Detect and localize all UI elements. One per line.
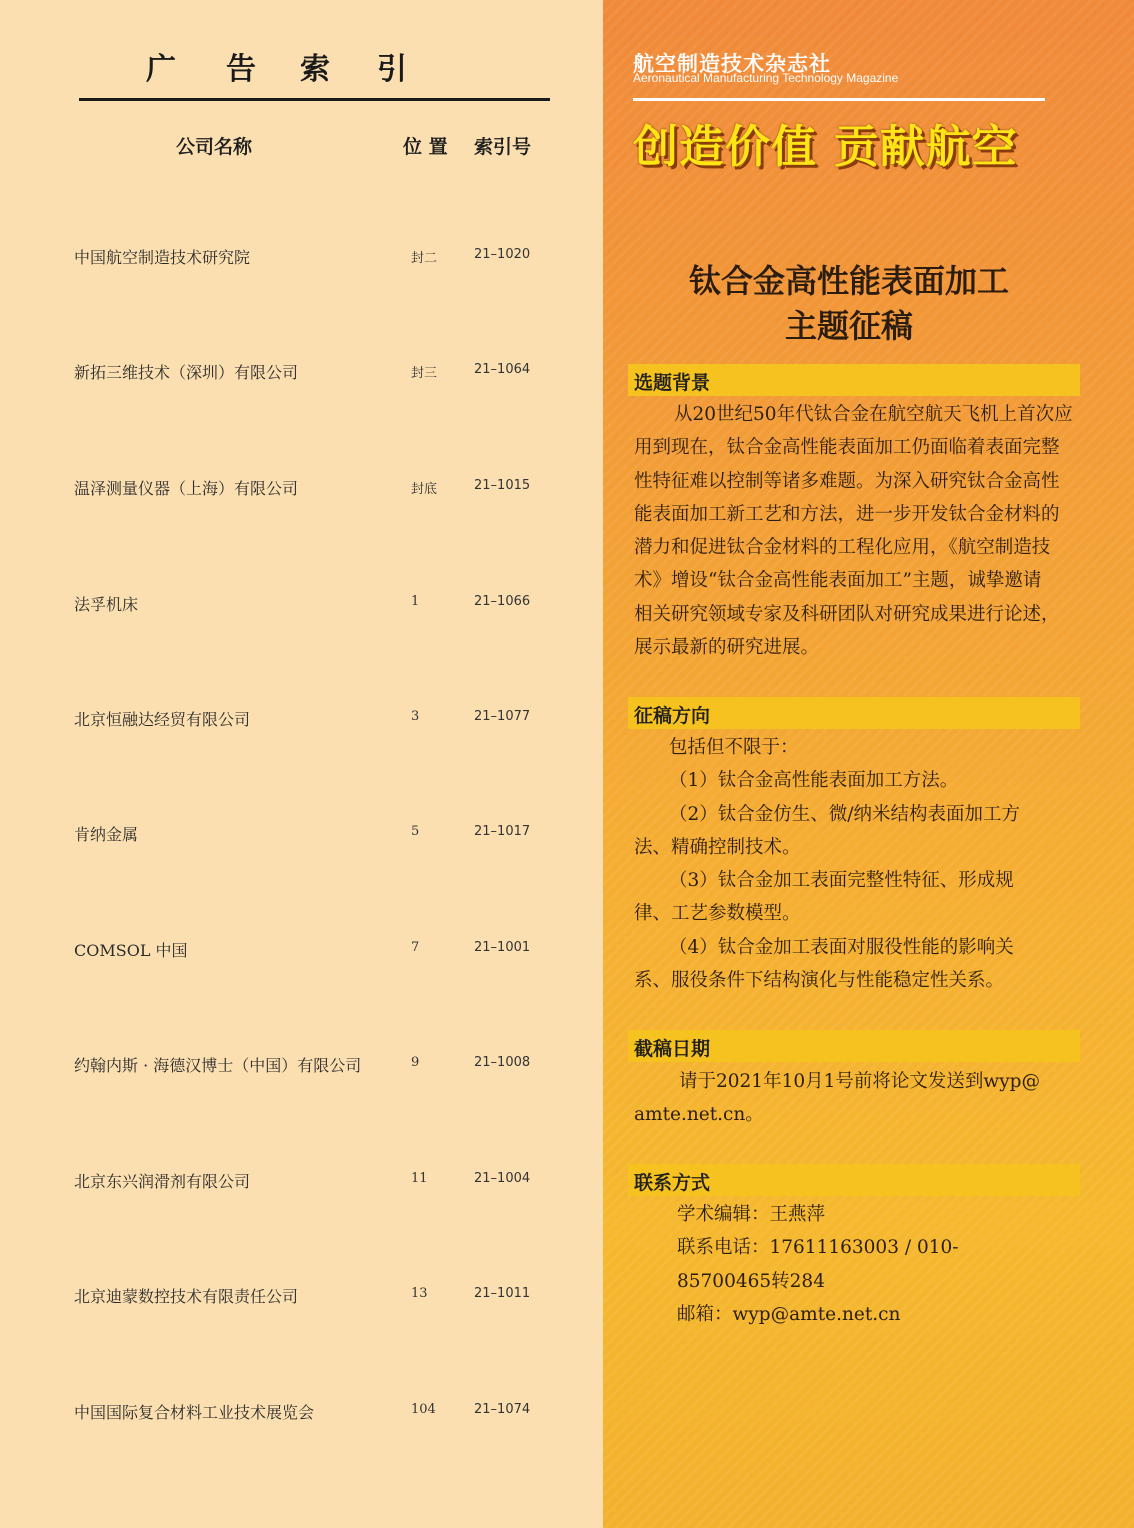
topic-title: 钛合金高性能表面加工 (688, 262, 1009, 300)
contact-paragraph (677, 1198, 959, 1331)
title-char: 索 (300, 52, 330, 87)
text-line: （2）钛合金仿生、微/纳米结构表面加工方 (669, 803, 1021, 825)
company-name: 约翰内斯 · 海德汉博士（中国）有限公司 (74, 1056, 362, 1075)
contact-phone: 联系电话：17611163003 / 010- (677, 1237, 959, 1259)
index-number: 21–1077 (474, 709, 531, 724)
text-line: 潜力和促进钛合金材料的工程化应用，《航空制造技 (634, 537, 1051, 559)
position: 9 (411, 1055, 420, 1070)
position: 13 (411, 1286, 428, 1301)
section-heading: 截稿日期 (634, 1038, 711, 1060)
table-row (0, 1400, 600, 1430)
table-row (0, 476, 600, 506)
section-heading: 征稿方向 (634, 705, 711, 727)
text-line: 相关研究领域专家及科研团队对研究成果进行论述， (634, 603, 1060, 625)
company-name: COMSOL 中国 (74, 941, 188, 960)
company-name: 北京东兴润滑剂有限公司 (74, 1172, 251, 1191)
table-row (0, 1169, 600, 1199)
text-line: 性特征难以控制等诸多难题。为深入研究钛合金高性 (634, 470, 1060, 492)
position: 1 (411, 594, 420, 609)
text-line: 从20世纪50年代钛合金在航空航天飞机上首次应 (674, 404, 1073, 425)
col-header-index: 索引号 (474, 136, 532, 158)
title-divider (79, 98, 550, 101)
text-line: （4）钛合金加工表面对服役性能的影响关 (669, 936, 1014, 958)
position: 104 (411, 1402, 436, 1417)
table-row (0, 822, 600, 852)
col-header-company: 公司名称 (176, 136, 253, 158)
header-divider (633, 98, 1045, 101)
index-number: 21–1017 (474, 824, 531, 839)
company-name: 温泽测量仪器（上海）有限公司 (74, 479, 299, 498)
section-bar-direction (628, 697, 1080, 729)
text-line: 律、工艺参数模型。 (634, 903, 801, 925)
section-bar-background (628, 364, 1080, 396)
section-heading: 选题背景 (634, 372, 711, 394)
company-name: 中国航空制造技术研究院 (74, 248, 251, 267)
position: 5 (411, 824, 420, 839)
company-name: 肯纳金属 (74, 825, 139, 844)
index-number: 21–1066 (474, 594, 531, 609)
section-bar-deadline (628, 1030, 1080, 1062)
company-name: 中国国际复合材料工业技术展览会 (74, 1403, 315, 1422)
table-row (0, 707, 600, 737)
publisher-name: 航空制造技术杂志社 (633, 52, 831, 76)
contact-phone-cont: 85700465转284 (677, 1270, 825, 1292)
index-number: 21–1011 (474, 1286, 531, 1301)
index-number: 21–1004 (474, 1171, 531, 1186)
text-line: （3）钛合金加工表面完整性特征、形成规 (669, 870, 1014, 892)
col-header-position: 位 置 (403, 136, 448, 158)
contact-email: 邮箱：wyp@amte.net.cn (677, 1303, 901, 1325)
text-line: 包括但不限于： (669, 737, 799, 758)
title-char: 引 (377, 52, 407, 87)
text-line: 系、服役条件下结构演化与性能稳定性关系。 (634, 970, 1005, 992)
position: 封底 (411, 482, 438, 497)
ad-index-title (80, 44, 550, 88)
contact-editor: 学术编辑：王燕萍 (677, 1204, 826, 1225)
direction-paragraph (634, 731, 1020, 997)
position: 11 (411, 1171, 428, 1186)
position: 3 (411, 709, 420, 724)
topic-subtitle: 主题征稿 (784, 307, 913, 345)
section-bar-contact (628, 1164, 1080, 1196)
deadline-paragraph (634, 1065, 1040, 1132)
text-line: 展示最新的研究进展。 (634, 637, 820, 659)
text-line: 术》增设“钛合金高性能表面加工”主题，诚挚邀请 (634, 570, 1042, 592)
table-row (0, 1284, 600, 1314)
table-row (0, 245, 600, 275)
background-paragraph (634, 398, 1073, 664)
publisher-name-en: Aeronautical Manufacturing Technology Magazine (633, 71, 899, 85)
company-name: 北京恒融达经贸有限公司 (74, 710, 251, 729)
position: 封三 (411, 366, 438, 381)
slogan: 创造价值 贡献航空 (633, 120, 1018, 173)
text-line: （1）钛合金高性能表面加工方法。 (669, 770, 959, 792)
company-name: 法孚机床 (74, 595, 139, 614)
section-heading: 联系方式 (634, 1172, 711, 1194)
position: 7 (411, 940, 420, 955)
table-row (0, 1053, 600, 1083)
index-number: 21–1074 (474, 1402, 531, 1417)
index-number: 21–1008 (474, 1055, 531, 1070)
text-line: 用到现在，钛合金高性能表面加工仍面临着表面完整 (634, 437, 1060, 459)
table-row (0, 938, 600, 968)
position: 封二 (411, 251, 438, 266)
company-name: 北京迪蒙数控技术有限责任公司 (74, 1287, 299, 1306)
title-char: 告 (226, 52, 256, 87)
call-for-papers-panel (603, 0, 1134, 1528)
text-line: 能表面加工新工艺和方法，进一步开发钛合金材料的 (634, 503, 1060, 525)
table-row (0, 360, 600, 390)
text-line: amte.net.cn。 (634, 1104, 764, 1126)
table-row (0, 592, 600, 622)
index-number: 21–1020 (474, 247, 531, 262)
company-name: 新拓三维技术（深圳）有限公司 (74, 363, 299, 382)
text-line: 法、精确控制技术。 (634, 836, 801, 858)
index-number: 21–1001 (474, 940, 531, 955)
title-char: 广 (146, 52, 176, 87)
index-number: 21–1064 (474, 362, 531, 377)
text-line: 请于2021年10月1号前将论文发送到wyp@ (679, 1071, 1041, 1092)
index-number: 21–1015 (474, 478, 531, 493)
